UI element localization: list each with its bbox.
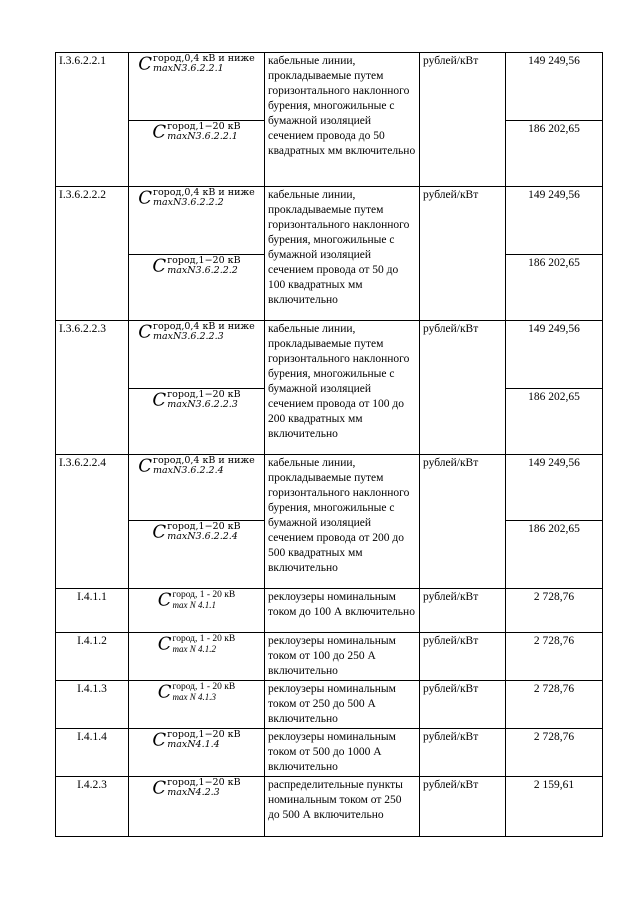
rates-table-body: [56, 53, 603, 837]
formula-base: C: [157, 589, 172, 611]
formula-subscript: maxN3.6.2.2.3: [167, 399, 238, 410]
symbol-cell: [129, 255, 265, 321]
formula-base: C: [138, 321, 152, 343]
symbol-cell: [129, 53, 265, 121]
formula-superscript: город,0,4 кВ и ниже: [152, 455, 255, 466]
rate-value: 149 249,56: [506, 455, 603, 521]
unit-cell: рублей/кВт: [420, 53, 506, 187]
item-code: I.4.1.2: [56, 633, 129, 681]
formula-indices: [167, 730, 240, 750]
formula-subscript: maxN3.6.2.2.1: [167, 131, 238, 142]
symbol-cell: [129, 589, 265, 633]
formula-subscript: maxN4.1.4: [167, 739, 220, 750]
item-code: I.4.1.3: [56, 681, 129, 729]
item-description: кабельные линии, прокладываемые путем горизонтального наклонного бурения, многожильные с бумажной изоляцией сечением провода до 50 квадратных мм включительно: [265, 53, 420, 187]
table-row: [56, 633, 603, 681]
formula-indices: [167, 390, 240, 410]
item-description: кабельные линии, прокладываемые путем горизонтального наклонного бурения, многожильные с бумажной изоляцией сечением провода от 200 до 500 квадратных мм включительно: [265, 455, 420, 589]
formula-base: C: [138, 455, 152, 477]
table-row: [56, 589, 603, 633]
formula-symbol: [152, 730, 240, 750]
formula-symbol: [152, 522, 240, 542]
rate-value: 149 249,56: [506, 53, 603, 121]
item-code: I.3.6.2.2.2: [56, 187, 129, 321]
rate-value: 186 202,65: [506, 121, 603, 187]
symbol-cell: [129, 777, 265, 837]
unit-cell: рублей/кВт: [420, 321, 506, 455]
rate-value: 2 728,76: [506, 633, 603, 681]
table-row: [56, 53, 603, 121]
rate-value: 2 728,76: [506, 729, 603, 777]
formula-symbol: [158, 634, 236, 654]
table-row: [56, 455, 603, 521]
table-row: [56, 187, 603, 255]
symbol-cell: [129, 521, 265, 589]
formula-indices: [167, 778, 240, 798]
formula-indices: [173, 682, 236, 702]
formula-subscript: maxN3.6.2.2.4: [152, 465, 224, 476]
rates-table: [55, 52, 603, 837]
item-code: I.4.2.3: [56, 777, 129, 837]
formula-base: C: [157, 633, 172, 655]
item-description: реклоузеры номинальным током от 250 до 500 А включительно: [265, 681, 420, 729]
formula-superscript: город,1−20 кВ: [167, 521, 241, 532]
formula-subscript: maxN3.6.2.2.1: [152, 63, 224, 74]
rate-value: 186 202,65: [506, 389, 603, 455]
rate-value: 2 728,76: [506, 681, 603, 729]
formula-superscript: город,1−20 кВ: [167, 729, 241, 740]
formula-base: C: [152, 729, 167, 751]
item-code: I.3.6.2.2.3: [56, 321, 129, 455]
formula-symbol: [152, 122, 240, 142]
symbol-cell: [129, 121, 265, 187]
formula-base: C: [152, 389, 167, 411]
item-code: I.3.6.2.2.4: [56, 455, 129, 589]
unit-cell: рублей/кВт: [420, 589, 506, 633]
item-description: реклоузеры номинальным током от 100 до 250 А включительно: [265, 633, 420, 681]
item-code: I.3.6.2.2.1: [56, 53, 129, 187]
item-description: кабельные линии, прокладываемые путем горизонтального наклонного бурения, многожильные с бумажной изоляцией сечением провода от 100 до 200 квадратных мм включительно: [265, 321, 420, 455]
formula-subscript: maxN3.6.2.2.2: [152, 197, 224, 208]
formula-superscript: город,0,4 кВ и ниже: [152, 53, 255, 64]
table-row: [56, 777, 603, 837]
symbol-cell: [129, 729, 265, 777]
formula-superscript: город,1−20 кВ: [167, 121, 241, 132]
formula-indices: [153, 188, 255, 208]
table-row: [56, 321, 603, 389]
formula-subscript: maxN3.6.2.2.4: [167, 531, 238, 542]
formula-indices: [173, 590, 236, 610]
formula-symbol: [158, 682, 236, 702]
unit-cell: рублей/кВт: [420, 633, 506, 681]
formula-subscript: maxN3.6.2.2.3: [152, 331, 224, 342]
formula-superscript: город,0,4 кВ и ниже: [152, 321, 255, 332]
formula-symbol: [138, 322, 255, 342]
item-description: реклоузеры номинальным током до 100 А включительно: [265, 589, 420, 633]
formula-base: C: [152, 777, 167, 799]
unit-cell: рублей/кВт: [420, 455, 506, 589]
formula-superscript: город,1−20 кВ: [167, 389, 241, 400]
formula-indices: [173, 634, 236, 654]
formula-superscript: город, 1 - 20 кВ: [172, 590, 236, 600]
formula-indices: [167, 122, 240, 142]
formula-superscript: город, 1 - 20 кВ: [172, 634, 236, 644]
formula-indices: [153, 322, 255, 342]
formula-symbol: [152, 256, 240, 276]
formula-indices: [153, 456, 255, 476]
rate-value: 2 728,76: [506, 589, 603, 633]
item-description: распределительные пункты номинальным током от 250 до 500 А включительно: [265, 777, 420, 837]
formula-symbol: [152, 390, 240, 410]
formula-superscript: город,0,4 кВ и ниже: [152, 187, 255, 198]
item-description: реклоузеры номинальным током от 500 до 1000 А включительно: [265, 729, 420, 777]
formula-superscript: город, 1 - 20 кВ: [172, 682, 236, 692]
rate-value: 186 202,65: [506, 521, 603, 589]
formula-subscript: max N 4.1.3: [172, 692, 217, 702]
formula-base: C: [138, 187, 152, 209]
formula-subscript: max N 4.1.2: [172, 644, 217, 654]
formula-indices: [167, 256, 240, 276]
symbol-cell: [129, 681, 265, 729]
rate-value: 149 249,56: [506, 321, 603, 389]
symbol-cell: [129, 455, 265, 521]
symbol-cell: [129, 389, 265, 455]
unit-cell: рублей/кВт: [420, 777, 506, 837]
item-code: I.4.1.4: [56, 729, 129, 777]
rate-value: 149 249,56: [506, 187, 603, 255]
unit-cell: рублей/кВт: [420, 187, 506, 321]
table-row: [56, 729, 603, 777]
table-row: [56, 681, 603, 729]
formula-indices: [167, 522, 240, 542]
formula-symbol: [158, 590, 236, 610]
formula-superscript: город,1−20 кВ: [167, 255, 241, 266]
formula-base: C: [152, 121, 167, 143]
formula-base: C: [138, 53, 152, 75]
unit-cell: рублей/кВт: [420, 681, 506, 729]
formula-base: C: [152, 255, 167, 277]
formula-base: C: [152, 521, 167, 543]
formula-subscript: maxN3.6.2.2.2: [167, 265, 238, 276]
formula-symbol: [138, 456, 255, 476]
symbol-cell: [129, 321, 265, 389]
formula-subscript: max N 4.1.1: [172, 600, 217, 610]
formula-symbol: [138, 54, 255, 74]
item-code: I.4.1.1: [56, 589, 129, 633]
symbol-cell: [129, 187, 265, 255]
formula-base: C: [157, 681, 172, 703]
rate-value: 186 202,65: [506, 255, 603, 321]
formula-symbol: [138, 188, 255, 208]
unit-cell: рублей/кВт: [420, 729, 506, 777]
formula-symbol: [152, 778, 240, 798]
formula-indices: [153, 54, 255, 74]
rate-value: 2 159,61: [506, 777, 603, 837]
item-description: кабельные линии, прокладываемые путем горизонтального наклонного бурения, многожильные с бумажной изоляцией сечением провода от 50 до 100 квадратных мм включительно: [265, 187, 420, 321]
formula-superscript: город,1−20 кВ: [167, 777, 241, 788]
symbol-cell: [129, 633, 265, 681]
formula-subscript: maxN4.2.3: [167, 787, 220, 798]
